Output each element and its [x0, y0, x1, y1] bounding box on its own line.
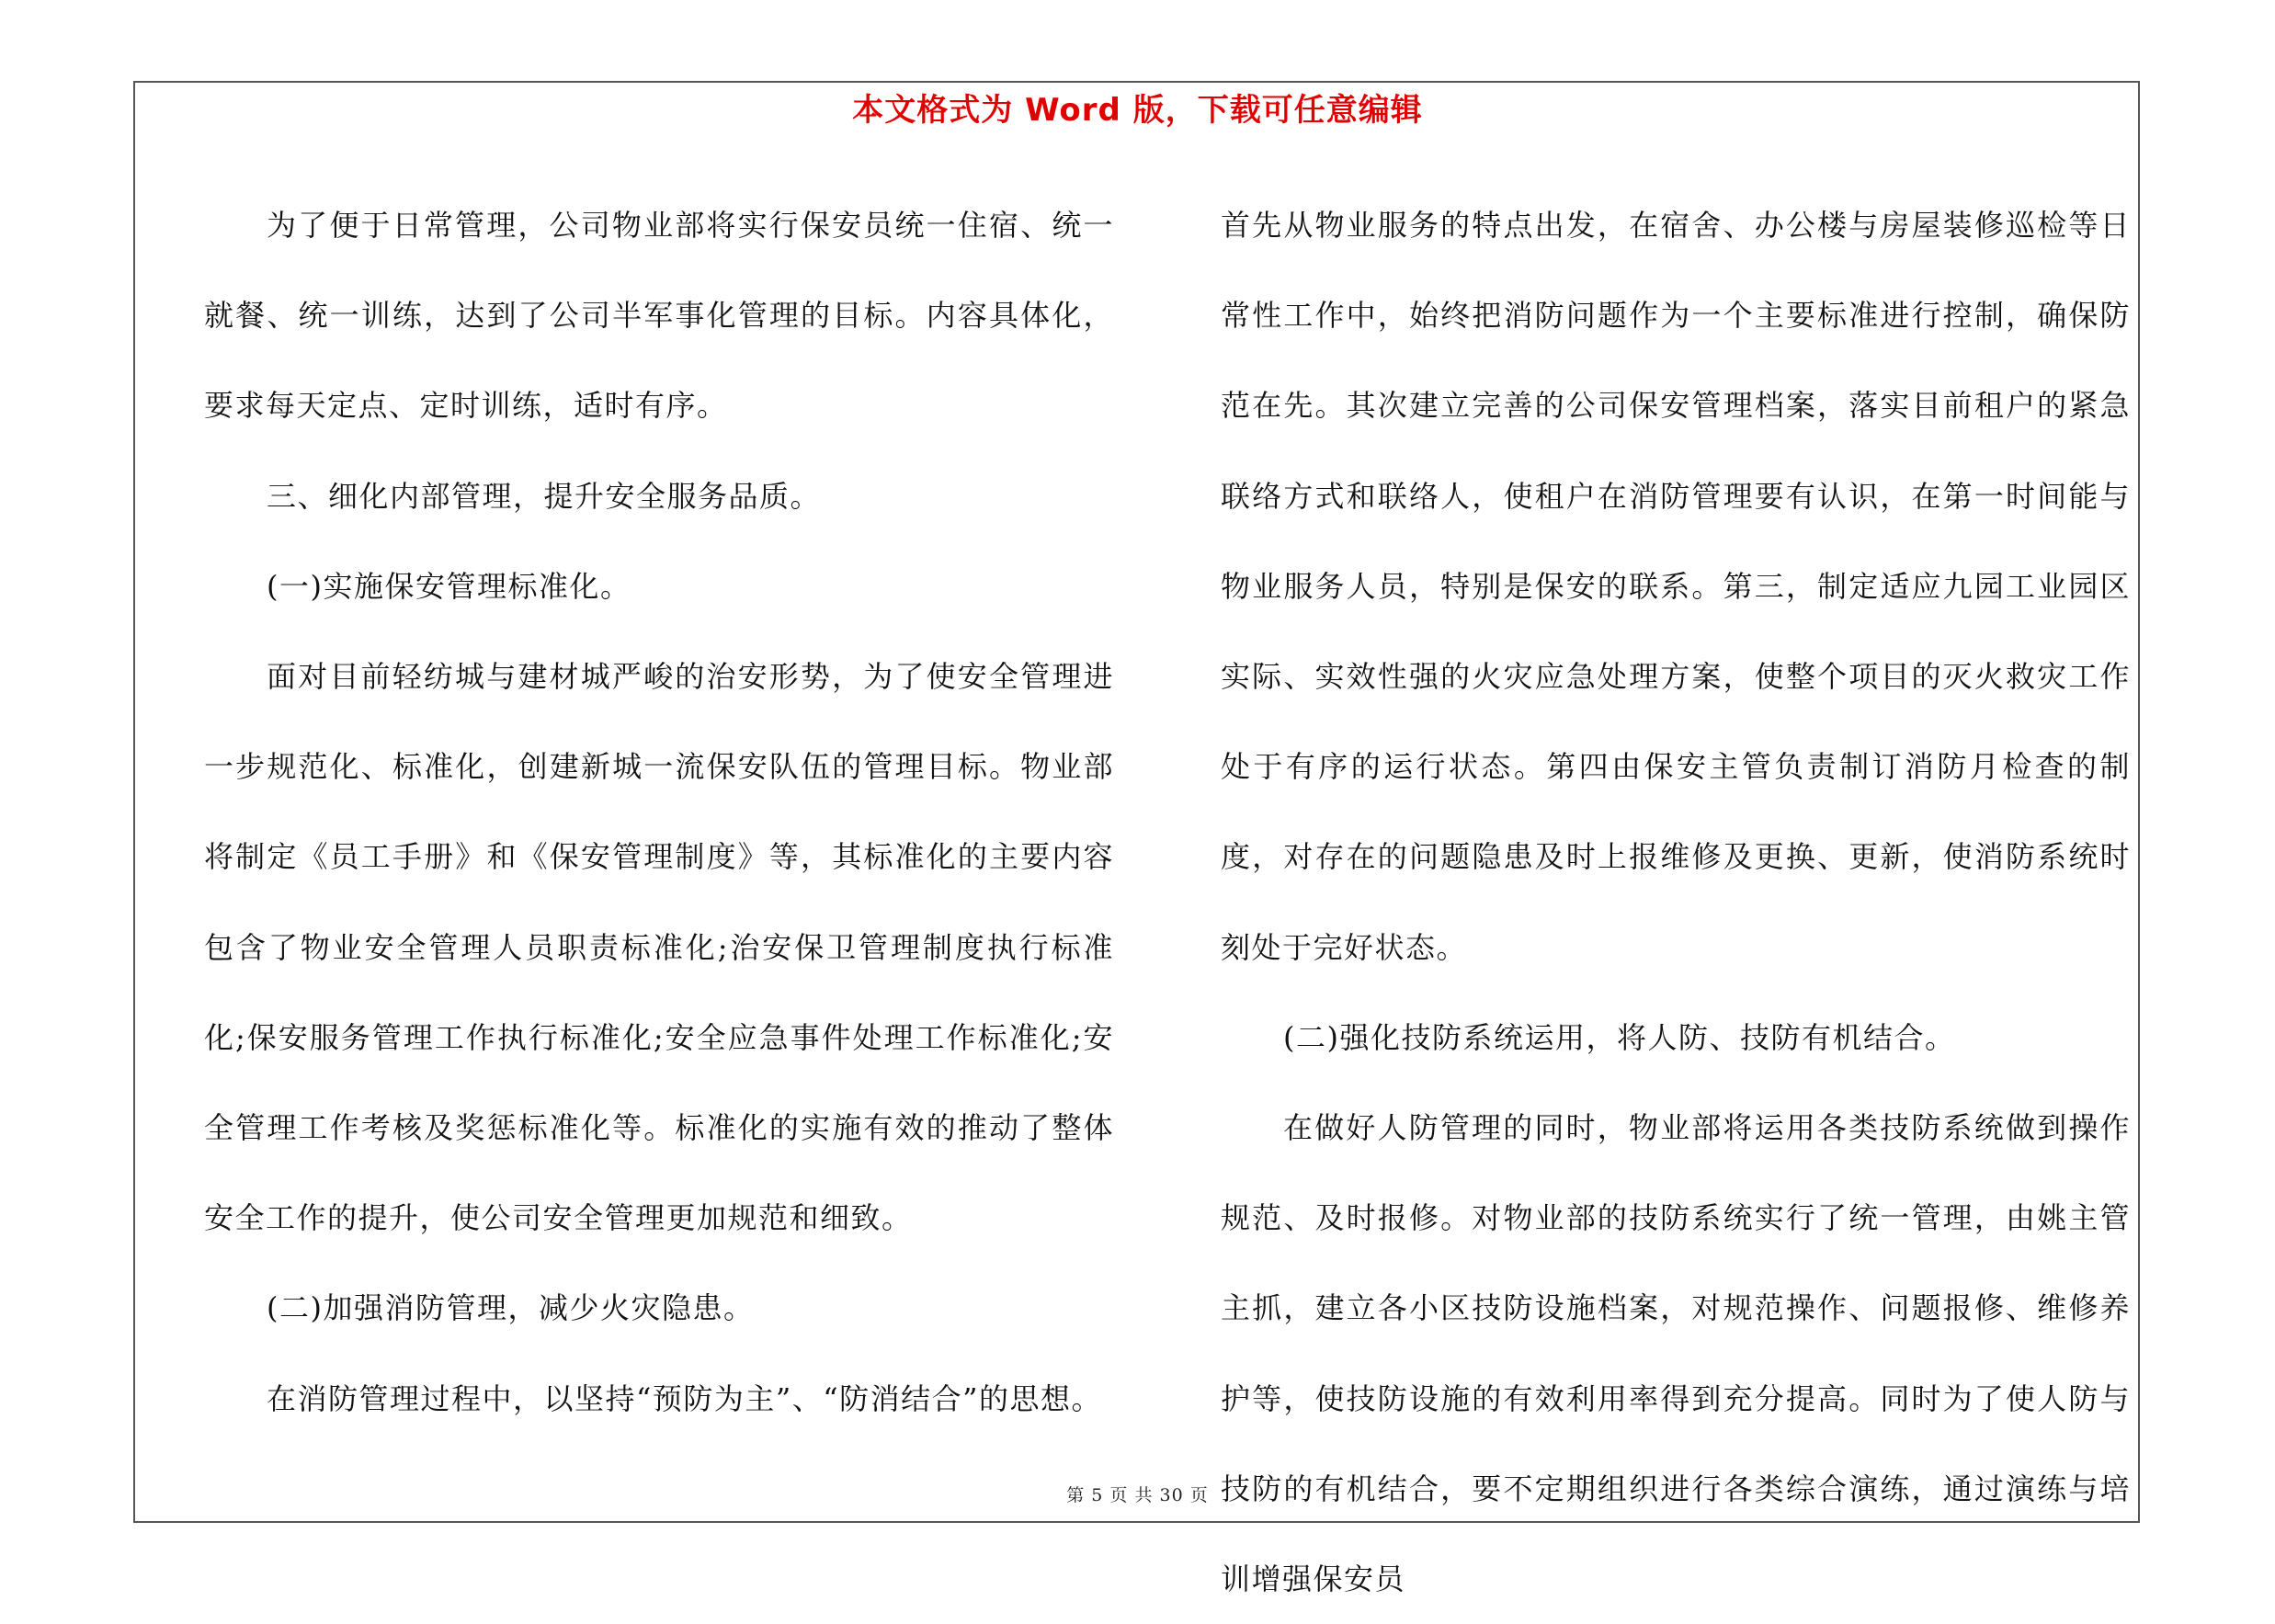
paragraph: 在做好人防管理的同时，物业部将运用各类技防系统做到操作规范、及时报修。对物业部的技防系统实行了统一管理，由姚主管主抓，建立各小区技防设施档案，对规范操作、问题报修、维修养护等，使技防设施的有效利用率得到充分提高。同时为了使人防与技防的有机结合，要不定期组织进行各类综合演练，通过演练与培训增强保安员 [1221, 1110, 2131, 1597]
right-column [1221, 180, 2131, 1624]
paragraph: 面对目前轻纺城与建材城严峻的治安形势，为了使安全管理进一步规范化、标准化，创建新城一流保安队伍的管理目标。物业部将制定《员工手册》和《保安管理制度》等，其标准化的主要内容包含了物业安全管理人员职责标准化;治安保卫管理制度执行标准化;保安服务管理工作执行标准化;安全应急事件处理工作标准化;安全管理工作考核及奖惩标准化等。标准化的实施有效的推动了整体安全工作的提升，使公司安全管理更加规范和细致。 [204, 659, 1114, 1236]
left-column [204, 180, 1114, 1444]
subsection-heading: (二)加强消防管理，减少火灾隐患。 [267, 1290, 755, 1326]
subsection-heading: (一)实施保安管理标准化。 [267, 568, 631, 604]
format-banner: 本文格式为 Word 版，下载可任意编辑 [852, 92, 1423, 129]
page-number: 第 5 页 共 30 页 [1066, 1485, 1209, 1505]
paragraph: 在消防管理过程中，以坚持“预防为主”、“防消结合”的思想。 [267, 1380, 1102, 1416]
subsection-heading: (二)强化技防系统运用，将人防、技防有机结合。 [1283, 1019, 1956, 1055]
paragraph: 首先从物业服务的特点出发，在宿舍、办公楼与房屋装修巡检等日常性工作中，始终把消防问题作为一个主要标准进行控制，确保防范在先。其次建立完善的公司保安管理档案，落实目前租户的紧急联络方式和联络人，使租户在消防管理要有认识，在第一时间能与物业服务人员，特别是保安的联系。第三，制定适应九园工业园区实际、实效性强的火灾应急处理方案，使整个项目的灭火救灾工作处于有序的运行状态。第四由保安主管负责制订消防月检查的制度，对存在的问题隐患及时上报维修及更换、更新，使消防系统时刻处于完好状态。 [1221, 208, 2131, 965]
paragraph: 为了便于日常管理，公司物业部将实行保安员统一住宿、统一就餐、统一训练，达到了公司半军事化管理的目标。内容具体化，要求每天定点、定时训练，适时有序。 [204, 208, 1114, 424]
section-heading: 三、细化内部管理，提升安全服务品质。 [267, 478, 822, 514]
